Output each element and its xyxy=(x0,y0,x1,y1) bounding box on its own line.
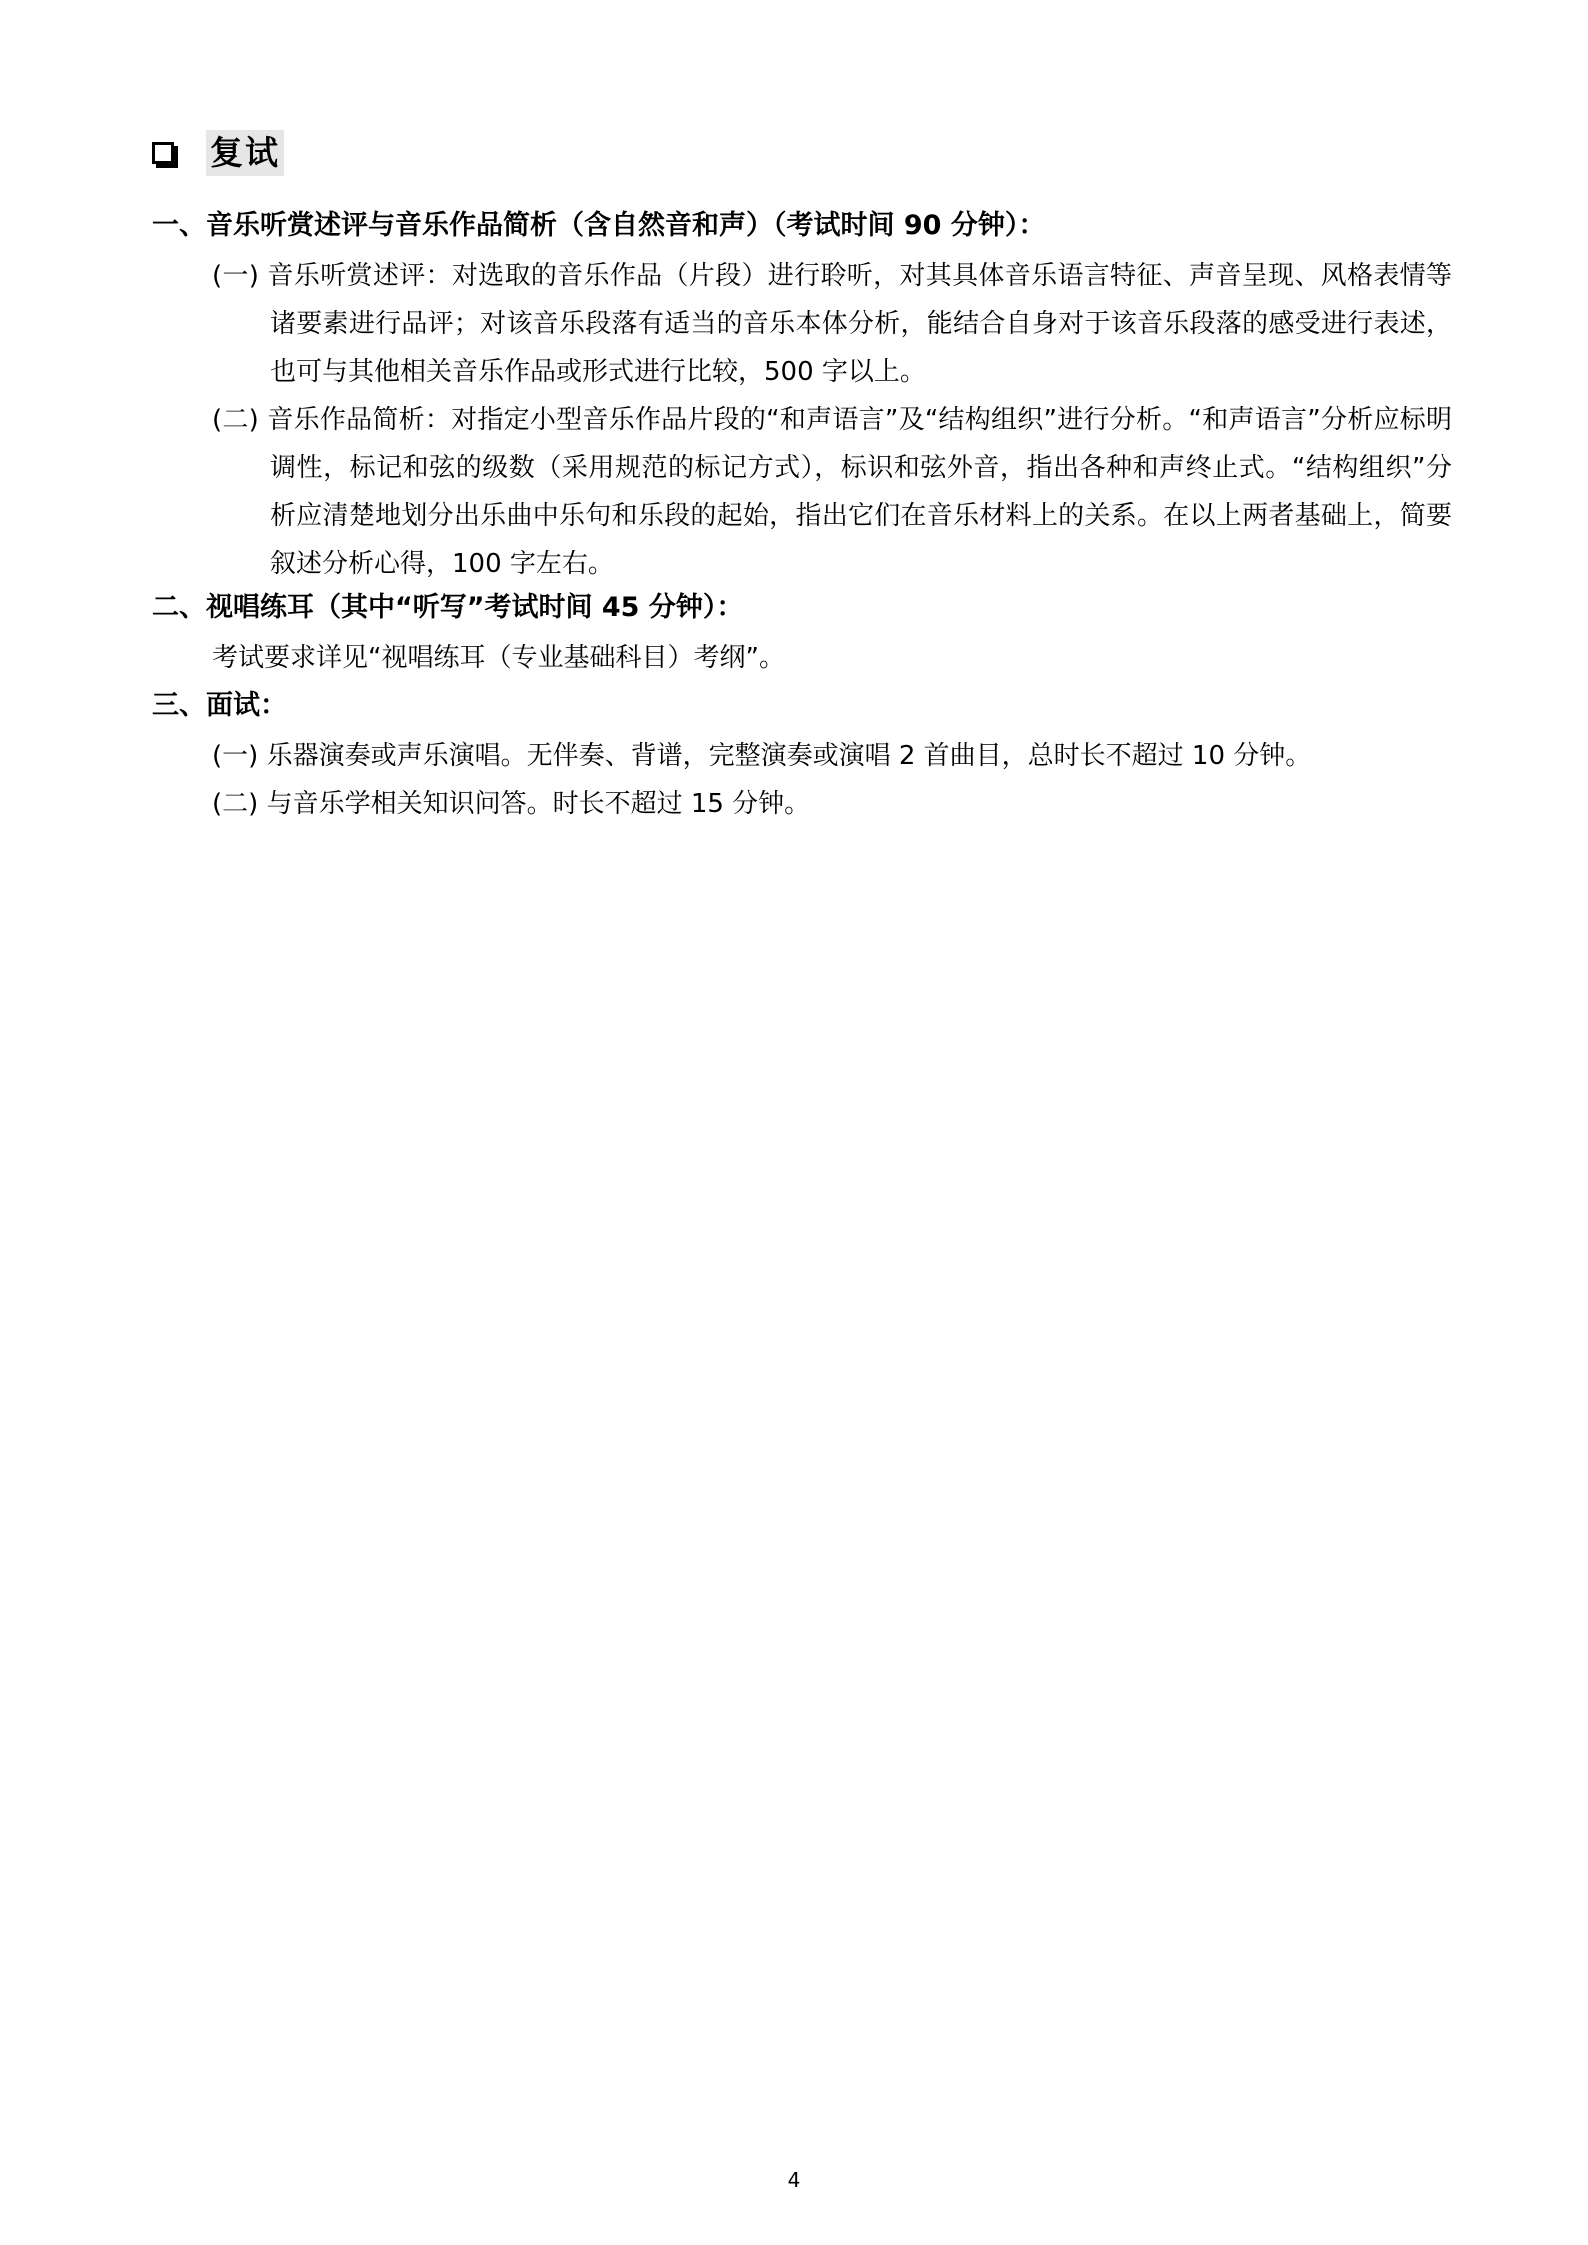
item-text: 乐器演奏或声乐演唱。无伴奏、背谱，完整演奏或演唱 2 首曲目，总时长不超过 10 分钟。 xyxy=(266,741,1312,771)
checkbox-bullet-icon xyxy=(152,142,174,164)
part-1-heading: 一、音乐听赏述评与音乐作品简析（含自然音和声）（考试时间 90 分钟）： xyxy=(152,210,1046,241)
section-heading xyxy=(152,128,284,178)
page-number: 4 xyxy=(787,2168,801,2192)
part-1 xyxy=(152,206,1452,588)
item-label: (二) xyxy=(212,789,259,819)
section-title: 复试 xyxy=(206,130,284,176)
part-1-item-2 xyxy=(152,396,1452,588)
item-label: (二) xyxy=(212,405,259,435)
item-label: (一) xyxy=(212,261,259,291)
part-3-item-2 xyxy=(152,780,1452,828)
item-text: 音乐作品简析：对指定小型音乐作品片段的“和声语言”及“结构组织”进行分析。“和声语言”分析应标明调性，标记和弦的级数（采用规范的标记方式），标识和弦外音，指出各种和声终止式。“结构组织”分析应清楚地划分出乐曲中乐句和乐段的起始，指出它们在音乐材料上的关系。在以上两者基础上，简要叙述分析心得，100 字左右。 xyxy=(267,405,1453,579)
item-text: 与音乐学相关知识问答。时长不超过 15 分钟。 xyxy=(266,789,811,819)
part-2-text: 考试要求详见“视唱练耳（专业基础科目）考纲”。 xyxy=(212,643,785,673)
part-2-heading: 二、视唱练耳（其中“听写”考试时间 45 分钟）： xyxy=(152,592,744,623)
item-label: (一) xyxy=(212,741,259,771)
part-2 xyxy=(152,588,1452,682)
part-3-heading: 三、面试： xyxy=(152,690,287,721)
part-1-item-1 xyxy=(152,252,1452,396)
part-3-item-1 xyxy=(152,732,1452,780)
part-3 xyxy=(152,686,1452,828)
item-text: 音乐听赏述评：对选取的音乐作品（片段）进行聆听，对其具体音乐语言特征、声音呈现、风格表情等诸要素进行品评；对该音乐段落有适当的音乐本体分析，能结合自身对于该音乐段落的感受进行表述，也可与其他相关音乐作品或形式进行比较，500 字以上。 xyxy=(267,261,1452,387)
